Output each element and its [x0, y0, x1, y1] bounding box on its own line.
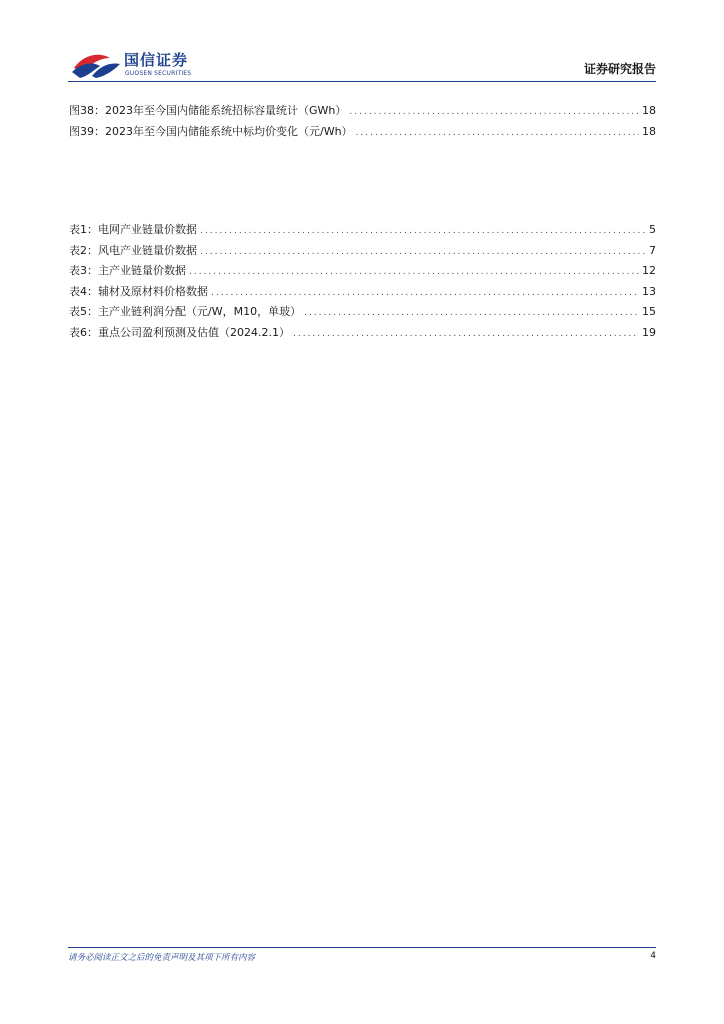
toc-label: 表4： — [69, 284, 98, 298]
toc-leader-dots — [356, 123, 639, 144]
toc-page-number: 19 — [642, 325, 656, 339]
toc-entry-figure-39[interactable] — [69, 122, 656, 143]
table-index — [69, 220, 656, 343]
toc-title: 风电产业链量价数据 — [98, 243, 197, 257]
toc-label: 图38： — [69, 104, 105, 117]
toc-entry-table-6[interactable] — [69, 323, 656, 344]
toc-title: 2023年至今国内储能系统中标均价变化（元/Wh） — [105, 124, 353, 138]
figure-index — [69, 101, 656, 142]
header-divider — [68, 81, 656, 82]
logo-text-cn: 国信证券 — [124, 51, 189, 69]
toc-entry-table-4[interactable] — [69, 282, 656, 303]
toc-entry-figure-38[interactable] — [69, 101, 656, 122]
toc-leader-dots — [304, 303, 639, 324]
toc-label: 表5： — [69, 305, 98, 318]
guosen-logo-icon — [70, 50, 122, 80]
toc-title: 重点公司盈利预测及估值（2024.2.1） — [98, 325, 290, 339]
toc-leader-dots — [200, 242, 646, 263]
toc-page-number: 18 — [642, 124, 656, 138]
toc-title: 2023年至今国内储能系统招标容量统计（GWh） — [105, 104, 347, 117]
toc-entry-table-1[interactable] — [69, 220, 656, 241]
page-number: 4 — [650, 951, 656, 961]
toc-leader-dots — [200, 221, 646, 242]
toc-label: 表2： — [69, 243, 98, 257]
toc-page-number: 13 — [642, 284, 656, 298]
toc-title: 主产业链量价数据 — [98, 264, 186, 277]
toc-page-number: 18 — [642, 104, 656, 117]
toc-label: 表6： — [69, 325, 98, 339]
toc-page-number: 12 — [642, 264, 656, 277]
toc-entry-table-5[interactable] — [69, 302, 656, 323]
toc-leader-dots — [211, 283, 639, 304]
footer-divider — [68, 947, 656, 948]
guosen-logo — [70, 48, 230, 84]
toc-title: 主产业链利润分配（元/W，M10，单玻） — [98, 305, 302, 318]
toc-label: 图39： — [69, 124, 105, 138]
toc-label: 表1： — [69, 223, 98, 236]
toc-entry-table-2[interactable] — [69, 241, 656, 262]
disclaimer-text: 请务必阅读正文之后的免责声明及其项下所有内容 — [68, 953, 256, 963]
toc-leader-dots — [293, 324, 639, 345]
toc-page-number: 5 — [649, 223, 656, 236]
toc-entry-table-3[interactable] — [69, 261, 656, 282]
toc-page-number: 7 — [649, 243, 656, 257]
page-header — [70, 48, 656, 84]
toc-label: 表3： — [69, 264, 98, 277]
toc-leader-dots — [349, 102, 639, 123]
toc-title: 电网产业链量价数据 — [98, 223, 197, 236]
toc-page-number: 15 — [642, 305, 656, 318]
toc-leader-dots — [189, 262, 639, 283]
toc-title: 辅材及原材料价格数据 — [98, 284, 208, 298]
logo-text-en: GUOSEN SECURITIES — [125, 70, 192, 77]
report-type-label: 证券研究报告 — [583, 62, 656, 76]
